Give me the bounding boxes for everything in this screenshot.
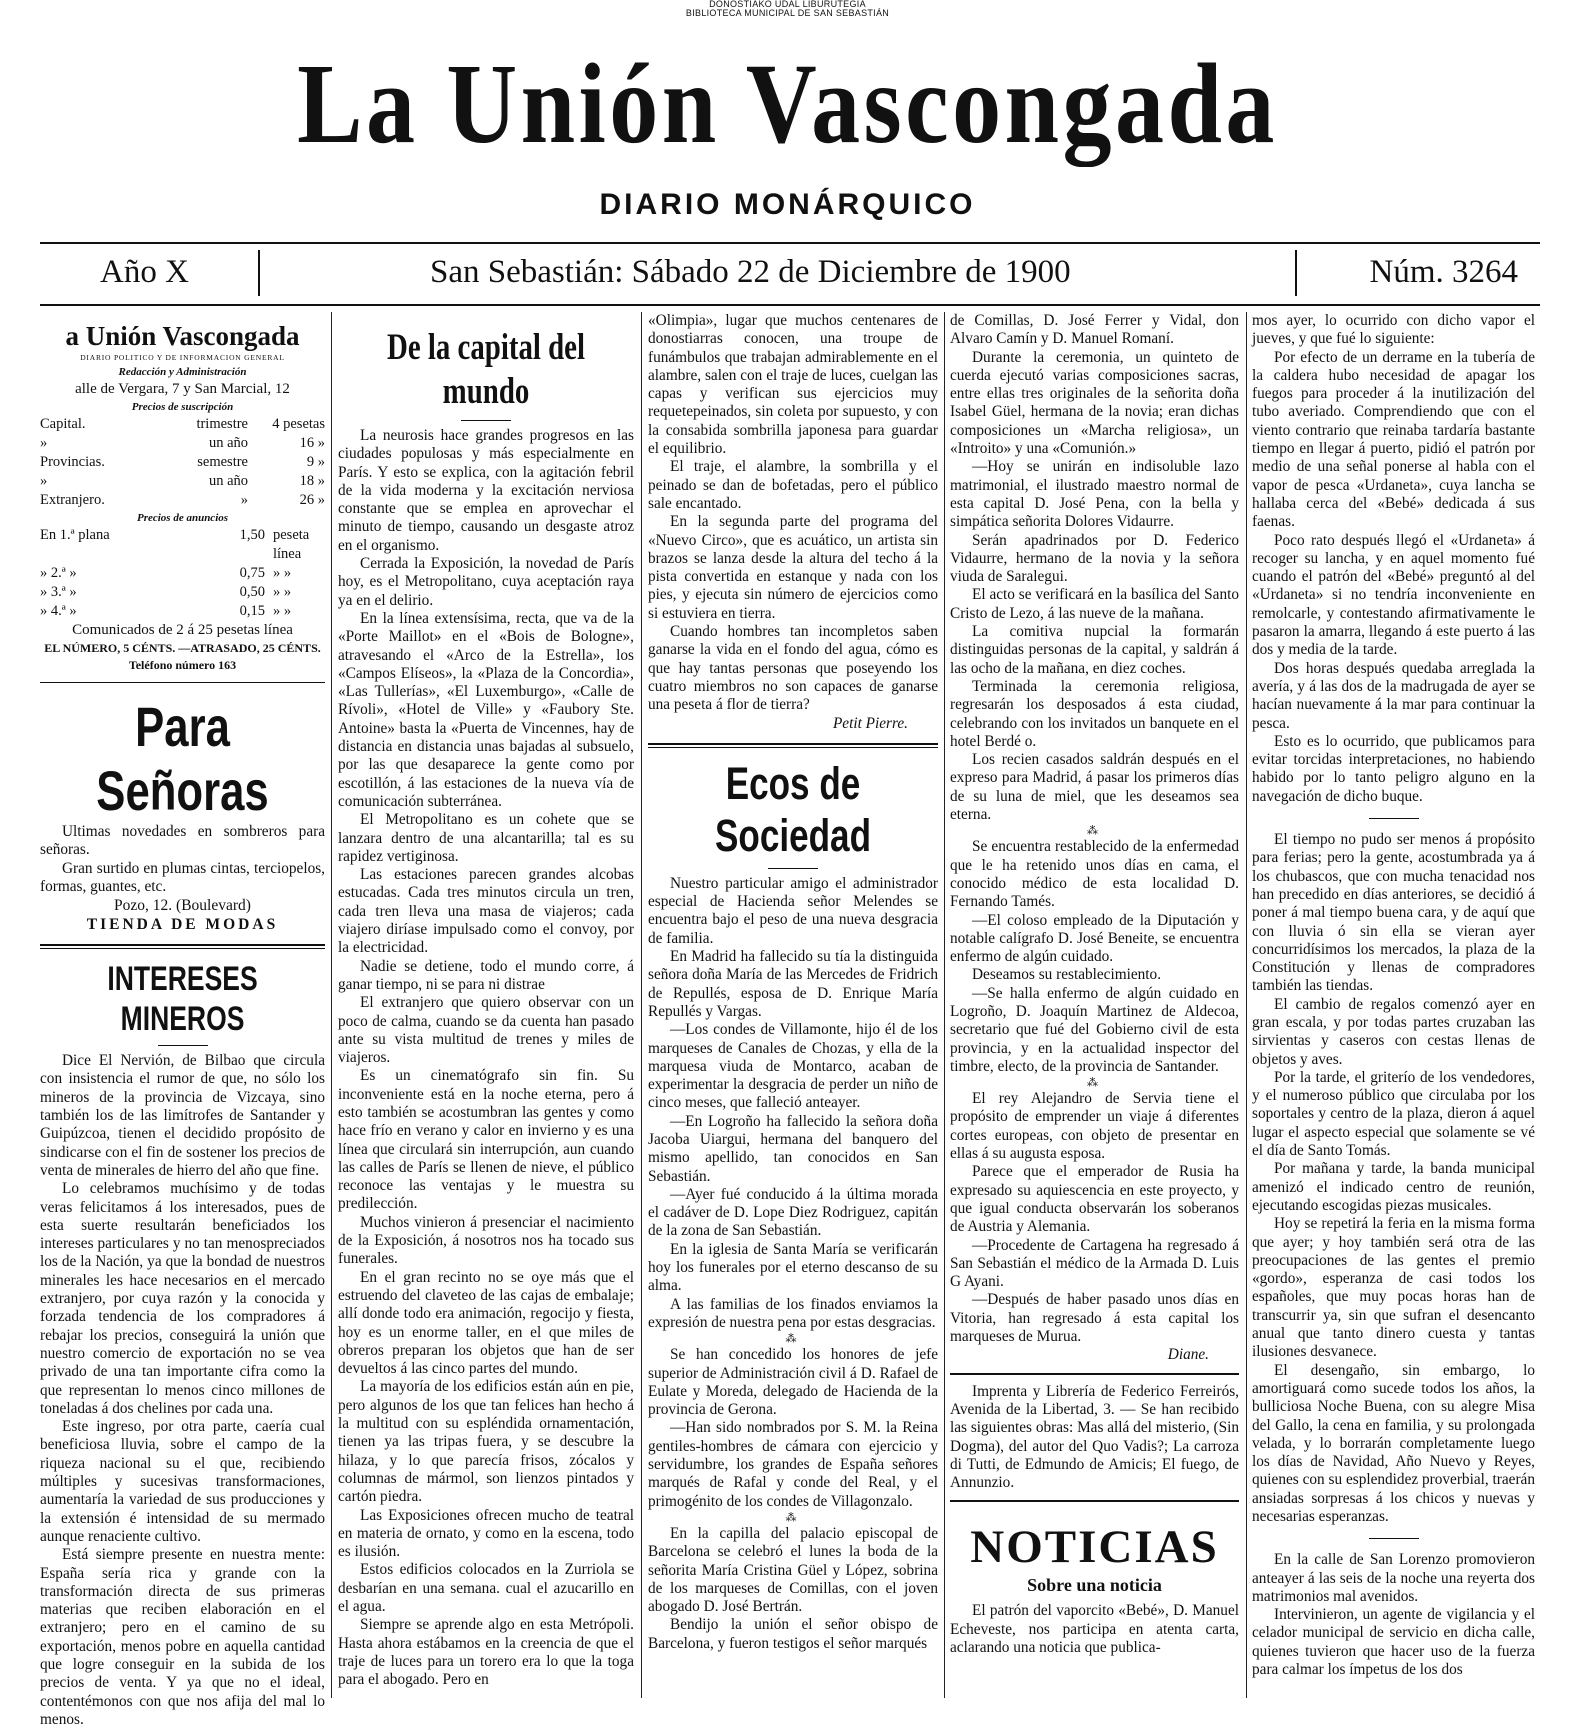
section-stars: ⁂	[1087, 825, 1102, 838]
issue-number: Núm. 3264	[1369, 254, 1518, 290]
column-rule	[944, 312, 945, 1698]
article-paragraph: Hoy se repetirá la feria en la misma forma que ayer; y hoy también será otra de las preocupaciones de las gentes el premio «gordo», esperanza de casi todos los españoles, que muy pocas horas han de transcurrir ya, sin que sufran el desencanto anual que tanto dinero cuesta y tantas ilusiones desvanece.	[1252, 1215, 1535, 1361]
price-row: » un año 18 »	[40, 473, 325, 489]
archive-stamp-line-2: BIBLIOTECA MUNICIPAL DE SAN SEBASTIÁN	[685, 8, 890, 18]
article-paragraph: —Los condes de Villamonte, hijo él de los marqueses de Canales de Chozas, y ella de la marquesa viuda de Montarco, acaban de experimentar la desgracia de perder un niño de cinco meses, que falleció anteayer.	[648, 1021, 938, 1112]
article-paragraph: Deseamos su restablecimiento.	[972, 966, 1162, 984]
article-paragraph: Por la tarde, el griterío de los vendedores, y el numeroso público que circulaba por los soportales y centro de la plaza, dieron á aquel lugar el aspecto especial que solamente se vé el día de Santo Tomás.	[1252, 1068, 1535, 1160]
article-paragraph: Terminada la ceremonia religiosa, regresarán los desposados á esta ciudad, celebrando con los invitados un banquete en el hotel Berdé o.	[950, 677, 1239, 750]
section-title: NOTICIAS	[970, 1521, 1219, 1574]
section-stars: ⁂	[785, 1333, 801, 1346]
redaccion-label: Redacción y Administración	[118, 366, 247, 378]
article-paragraph: El Metropolitano es un cohete que se lanzara dentro de una alcantarilla; tal es su rapidez vertiginosa.	[338, 811, 634, 865]
article-paragraph: Los recien casados saldrán después en el expreso para Madrid, á pasar los primeros días de su luna de miel, que les deseamos sea eterna.	[950, 751, 1239, 824]
article-paragraph: mos ayer, lo ocurrido con dicho vapor el jueves, y que fué lo siguiente:	[1252, 312, 1535, 348]
price-row: Provincias. semestre 9 »	[40, 454, 325, 470]
article-paragraph: El cambio de regalos comenzó ayer en gran escala, y por todas partes cruzaban las sirvientas y caseros con cestas llenas de objetos y aves.	[1252, 995, 1535, 1068]
ad-text: Ultimas novedades en sombreros para señoras.	[40, 823, 325, 859]
price-row: Extranjero. » 26 »	[40, 492, 325, 508]
masthead-subtitle: DIARIO MONÁRQUICO	[599, 188, 976, 221]
article-paragraph: En la iglesia de Santa María se verificarán hoy los funerales por el eterno descanso de su alma.	[648, 1240, 938, 1295]
article-paragraph: Cerrada la Exposición, la novedad de París hoy, es el Metropolitano, cuya aceptación raya ya en el delirio.	[338, 555, 634, 609]
date-bar	[40, 242, 1540, 306]
ad-text: Gran surtido en plumas cintas, terciopelos, formas, guantes, etc.	[40, 859, 325, 895]
article-paragraph: Poco rato después llegó el «Urdaneta» á recoger su lancha, y en aquel momento fué cuando el patrón del «Bebé» preguntó al del «Urdaneta» si no tendría inconveniente en remolcarle, y contestando afirmativamente le pasaron la amarra, llegando á este puerto á las dos y media de la tarde.	[1252, 531, 1535, 659]
article-paragraph: —Después de haber pasado unos días en Vitoria, han regresado á esta capital los marqueses de Murua.	[950, 1291, 1239, 1346]
article-paragraph: La mayoría de los edificios están aún en pie, pero algunos de los que tan felices han hecho á la multitud con su espléndida ornamentación, tienen ya las tripas fuera, y se descubre la hilaza, y lo que parecía frisos, zócalos y columnas de mármol, son lienzos pintados y cartón piedra.	[338, 1378, 634, 1506]
article-paragraph: Parece que el emperador de Rusia ha expresado su aquiescencia en este proyecto, y que igual conducta observarán los soberanos de Austria y Alemania.	[950, 1163, 1239, 1236]
article-paragraph: En Madrid ha fallecido su tía la distinguida señora doña María de las Mercedes de Fridrich de Repullés, esposa de D. Enrique María Repullés y Vargas.	[648, 948, 938, 1020]
ad-price-row: » 4.ª » 0,15 » »	[40, 603, 292, 619]
date-bar-divider	[1295, 250, 1297, 296]
ad-price-row: En 1.ª plana 1,50 peseta línea	[40, 527, 310, 562]
article-paragraph: El patrón del vaporcito «Bebé», D. Manuel Echeveste, nos participa en atenta carta, aclarando una noticia que publica-	[950, 1602, 1239, 1656]
article-paragraph: —Ayer fué conducido á la última morada el cadáver de D. Lope Diez Rodriguez, capitán de la zona de San Sebastián.	[648, 1185, 938, 1240]
subscription-prices	[40, 415, 325, 510]
divider	[768, 868, 818, 869]
telephone-line: Teléfono número 163	[128, 658, 237, 672]
article-paragraph: Por mañana y tarde, la banda municipal amenizó el indicado centro de reunión, ejecutando escogidas piezas musicales.	[1252, 1160, 1535, 1214]
section-stars: ⁂	[785, 1511, 801, 1524]
ad-price-row: » 2.ª » 0,75 » »	[40, 565, 292, 581]
section-subtitle: Sobre una noticia	[1027, 1575, 1162, 1596]
section-stars: ⁂	[1087, 1077, 1102, 1090]
ad-prices	[40, 526, 325, 621]
suscripcion-label: Precios de suscripción	[131, 401, 234, 413]
article-paragraph: Las estaciones parecen grandes alcobas estucadas. Cada tres minutos circula un tren, cada tren lleva una masa de viajeros; cada viajero diríase impulsado como el convoy, por la electricidad.	[338, 866, 634, 957]
notice-text: Imprenta y Librería de Federico Ferreirós, Avenida de la Libertad, 3. — Se han recibido las siguientes obras: Mas allá del misterio, (Sin Dogma), del autor del Quo Vadis?; La carroza di Tutti, de Edmundo de Amicis; El fuego, de Annunzio.	[950, 1382, 1239, 1492]
masthead-title: La Unión Vascongada	[297, 40, 1278, 167]
article-paragraph: —Han sido nombrados por S. M. la Reina gentiles-hombres de cámara con ejercicio y servidumbre, los grandes de España señores marqués de Rafal y conde del Real, y el primogénito de los condes de Villagonzalo.	[648, 1419, 938, 1510]
article-paragraph: —Se halla enfermo de algún cuidado en Logroño, D. Joaquín Martinez de Aldecoa, secretario que fué del Gobierno civil de esta provincia, y en la actualidad inspector del timbre, electo, de la provincia de Santander.	[950, 984, 1239, 1075]
divider	[1369, 1538, 1419, 1539]
archive-stamp	[0, 0, 1575, 18]
issue-date: San Sebastián: Sábado 22 de Diciembre de 1900	[430, 254, 1071, 290]
article-paragraph: Nuestro particular amigo el administrador especial de Hacienda señor Melendes se encuentra bajo el peso de una nueva desgracia de familia.	[648, 874, 938, 947]
ad-title: Para Señoras	[96, 695, 269, 822]
article-signature: Diane.	[1167, 1346, 1209, 1364]
article-paragraph: Las Exposiciones ofrecen mucho de teatral en materia de ornato, y como en la escena, todo es ilusión.	[338, 1506, 634, 1561]
anuncios-label: Precios de anuncios	[136, 512, 229, 524]
article-paragraph: de Comillas, D. José Ferrer y Vidal, don Alvaro Camín y D. Manuel Romaní.	[950, 312, 1239, 348]
article-paragraph: Es un cinematógrafo sin fin. Su inconveniente está en la noche eterna, pero á esto también se acostumbran las gentes y como hace frío en verano y calor en invierno y es una línea que circulará sin interrupción, aun cuando las calles de París se llenen de nieve, el público reconoce las ventajas y le muestra su predilección.	[338, 1067, 634, 1213]
column-1	[40, 312, 325, 1728]
column-4	[950, 312, 1239, 1704]
article-paragraph: El acto se verificará en la basílica del Santo Cristo de Lezo, á las nueve de la mañana.	[950, 586, 1239, 622]
article-paragraph: —Procedente de Cartagena ha regresado á San Sebastián el médico de la Armada D. Luis G Ayani.	[950, 1236, 1239, 1291]
column-5	[1252, 312, 1535, 1704]
column-2	[338, 312, 634, 1704]
article-paragraph: En el gran recinto no se oye más que el estruendo del claveteo de las cajas de embalaje; allí donde todo era animación, regocijo y fiesta, hoy es un enorme taller, en el que miles de obreros preparan los objetos que han de ser devueltos á las cinco partes del mundo.	[338, 1268, 634, 1378]
article-paragraph: El desengaño, sin embargo, lo amortiguará como sucede todos los años, la bulliciosa Noche Buena, con su alegre Misa del Gallo, la cena en familia, y su prolongada velada, y lo borrarán completamente luego los días de Navidad, Año Nuevo y Reyes, quienes con su esplendidez proverbial, traerán ansiadas sorpresas á los chicos y nuevas y necesarias esperanzas.	[1252, 1361, 1535, 1525]
article-paragraph: El tiempo no pudo ser menos á propósito para ferias; pero la gente, acostumbrada ya á los chubascos, que con mucha tenacidad nos han precedido en días anteriores, se decidió á poner á mal tiempo buena cara, y de aquí que con lluvia ó sin ella se vieran ayer concurridísimos los mercados, la plaza de la Constitución y llenas de compradores también las tiendas.	[1252, 831, 1535, 995]
divider	[1369, 818, 1419, 819]
article-paragraph: En la capilla del palacio episcopal de Barcelona se celebró el lunes la boda de la señorita María Cristina Güel y López, sobrina de los marqueses de Comillas, con el joven abogado D. José Bertrán.	[648, 1524, 938, 1616]
article-paragraph: Serán apadrinados por D. Federico Vidaurre, hermano de la novia y la señora viuda de Saralegui.	[950, 531, 1239, 586]
column-rule	[1246, 312, 1247, 1698]
article-paragraph: La comitiva nupcial la formarán distinguidas personas de la capital, y saldrán á las ocho de la mañana, en diez coches.	[950, 623, 1239, 677]
paper-name: a Unión Vascongada	[65, 321, 300, 351]
article-paragraph: Bendijo la unión el señor obispo de Barcelona, y fueron testigos el señor marqués	[648, 1616, 938, 1652]
article-paragraph: Nadie se detiene, todo el mundo corre, á ganar tiempo, ni se para ni distrae	[338, 957, 634, 993]
comunicados-line: Comunicados de 2 á 25 pesetas línea	[72, 622, 293, 638]
year-label: Año X	[100, 254, 189, 290]
ad-address: Pozo, 12. (Boulevard)	[114, 897, 251, 915]
price-row: Capital. trimestre 4 pesetas	[40, 416, 325, 432]
section-title: INTERESES MINEROS	[107, 960, 258, 1039]
bookstore-notice	[950, 1373, 1239, 1503]
article-paragraph: El rey Alejandro de Servia tiene el propósito de emprender un viaje á diferentes cortes europeas, con objeto de presentar en ellas á su augusta esposa.	[950, 1090, 1239, 1163]
article-paragraph: En la línea extensísima, recta, que va de la «Porte Maillot» en el «Bois de Bologne», atravesando el «Arco de la Estrella», los «Campos Elíseos», la «Plaza de la Concordia», «Las Tullerías», «El Luxemburgo», «Calle de Rívoli», «Hotel de Ville» y «Faubory Ste. Antoine» basta la «Puerta de Vincennes, hay de distancia en distancia unas bajadas al subsuelo, por las que desaparece la gente como por escotillón, á las estaciones de la nueva vía de comunicación subterránea.	[338, 609, 634, 810]
article-paragraph: La neurosis hace grandes progresos en las ciudades populosas y más especialmente en París. Y esto se explica, con la agitación febril de la vida moderna y la excitación nerviosa constante que se emplea en aprovechar el minuto de tiempo, causando un desgaste atroz en el organismo.	[338, 427, 634, 554]
column-rule	[331, 312, 332, 1698]
section-title: Ecos de Sociedad	[714, 757, 872, 861]
date-bar-divider	[258, 250, 260, 296]
article-paragraph: —Hoy se unirán en indisoluble lazo matrimonial, el ilustrado maestro normal de esta capital D. José Pena, con la bella y simpática señorita Dolores Vidaurre.	[950, 458, 1239, 531]
divider	[40, 944, 325, 949]
article-paragraph: Este ingreso, por otra parte, caería cual beneficiosa lluvia, sobre el campo de la riqueza nacional su el que, recibiendo múltiples y sucesivas transformaciones, aumentaría la variedad de sus producciones y la extensión é intensidad de su mermado aunque renaciente cultivo.	[40, 1418, 325, 1545]
article-paragraph: Dice El Nervión, de Bilbao que circula con insistencia el rumor de que, no sólo los mineros de la provincia de Vizcaya, sino también los de las limítrofes de Santander y Guipúzcoa, tienen el decidido propósito de sindicarse con el fin de sostener los precios de venta de minerales de hierro del año que fine.	[40, 1052, 325, 1179]
article-paragraph: Se han concedido los honores de jefe superior de Administración civil á D. Rafael de Eulate y Moreda, delegado de Hacienda de la provincia de Gerona.	[648, 1346, 938, 1419]
issue-price-line: EL NÚMERO, 5 CÉNTS. —ATRASADO, 25 CÉNTS.	[44, 641, 321, 655]
article-paragraph: Esto es lo ocurrido, que publicamos para evitar torcidas interpretaciones, no habiendo habido por lo tanto peligro alguno en la navegación de dicho buque.	[1252, 732, 1535, 805]
article-paragraph: Por efecto de un derrame en la tubería de la caldera hubo necesidad de apagar los fuegos para proceder á la inutilización del tubo averiado. Comprendiendo que con el viento contrario que reinaba tardaría bastante tiempo en llegar á puerto, pidió el patrón por medio de una señal ponerse al habla con el vapor de pesca «Urdaneta», cuya lancha se hallaba cerca del «Bebé» dedicada á sus faenas.	[1252, 348, 1535, 531]
ad-shop: TIENDA DE MODAS	[86, 916, 279, 934]
article-paragraph: Cuando hombres tan incompletos saben ganarse la vida en el fondo del agua, cómo es que hay tantas personas que poseyendo los cuatro miembros no son capaces de ganarse una peseta á flor de tierra?	[648, 623, 938, 714]
article-paragraph: A las familias de los finados enviamos la expresión de nuestra pena por estas desgracias.	[648, 1295, 938, 1331]
section-title: De la capital del mundo	[387, 327, 585, 412]
archive-stamp-line-1: DONOSTIAKO UDAL LIBURUTEGIA	[709, 0, 866, 9]
article-paragraph: En la segunda parte del programa del «Nuevo Circo», que es acuático, un artista sin brazos se lanza desde la altura del techo á la pista convertida en estanque y nada con los pies, y ejecuta sin número de ejercicios como si estuviera en tierra.	[648, 513, 938, 622]
article-paragraph: Muchos vinieron á presenciar el nacimiento de la Exposición, á nosotros nos ha tocado sus funerales.	[338, 1213, 634, 1268]
article-paragraph: El extranjero que quiero observar con un poco de calma, cuando se da cuenta han pasado ante su vista multitud de trenes y miles de viajeros.	[338, 994, 634, 1067]
article-signature: Petit Pierre.	[832, 714, 908, 732]
article-paragraph: En la calle de San Lorenzo promovieron anteayer á las seis de la noche una reyerta dos matrimonios mal avenidos.	[1252, 1551, 1535, 1605]
column-rule	[641, 312, 642, 1698]
article-paragraph: Está siempre presente en nuestra mente: España sería rica y grande con la transformación directa de sus primeras materias que reciben elaboración en el extranjero; pero en el camino de su exportación, menos pobre en aquella cantidad que logre conseguir en la subida de los precios de venta. Y ya que no el ideal, contentémonos con que nos afija del mal lo menos.	[40, 1546, 325, 1728]
article-paragraph: El traje, el alambre, la sombrilla y el peinado se dan de bofetadas, pero el público sale encantado.	[648, 458, 938, 512]
article-paragraph: Se encuentra restablecido de la enfermedad que le ha retenido unos días en cama, el conocido médico de esta localidad D. Fernando Tamés.	[950, 838, 1239, 911]
divider	[40, 682, 325, 683]
price-row: » un año 16 »	[40, 435, 325, 451]
divider	[648, 743, 938, 748]
article-paragraph: —En Logroño ha fallecido la señora doña Jacoba Uiargui, hermana del banquero del mismo apellido, tan conocidos en San Sebastián.	[648, 1112, 938, 1185]
column-3	[648, 312, 938, 1704]
article-paragraph: Intervinieron, un agente de vigilancia y el celador municipal de servicio en dicha calle, quienes tuvieron que hacer uso de la fuerza para calmar los ímpetus de los dos	[1252, 1606, 1535, 1679]
divider	[461, 420, 511, 421]
divider	[158, 1045, 208, 1046]
ad-price-row: » 3.ª » 0,50 » »	[40, 584, 292, 600]
article-paragraph: «Olimpia», lugar que muchos centenares de donostiarras conocen, una troupe de funámbulos que trabajan admirablemente en el alambre, salen con el traje de luces, cuelgan las capas y verifican sus ejercicios muy requetepeinados, sin coleta por supuesto, y con la consabida sombrilla japonesa para guardar el equilibrio.	[648, 312, 938, 458]
article-paragraph: Siempre se aprende algo en esta Metrópoli. Hasta ahora estábamos en la creencia de que el traje de luces para un torero era lo que la toga para el abogado. Pero en	[338, 1616, 634, 1689]
article-paragraph: Lo celebramos muchísimo y de todas veras felicitamos á los interesados, pues de esta suerte resultarán beneficiados los intereses particulares y no tan menospreciados los de la Nación, ya que la bondad de nuestros minerales les hace necesarios en el mercado extranjero, por cuya razón y la conocida y forzada tendencia de los compradores á rebajar los precios, conseguirá la unión que nuestro comercio de exportación no se vea privado de una tan importante cifra como la que representan lo menos cinco millones de toneladas á dos chelines por cada una.	[40, 1180, 325, 1417]
paper-tagline: DIARIO POLITICO Y DE INFORMACION GENERAL	[80, 353, 285, 362]
paper-address: alle de Vergara, 7 y San Marcial, 12	[75, 381, 290, 397]
article-paragraph: —El coloso empleado de la Diputación y notable calígrafo D. José Beneite, se encuentra enfermo de algún cuidado.	[950, 911, 1239, 966]
article-paragraph: Dos horas después quedaba arreglada la avería, y á las dos de la madrugada de ayer se hacían nuevamente á la mar para continuar la pesca.	[1252, 659, 1535, 732]
article-paragraph: Durante la ceremonia, un quinteto de cuerda ejecutó varias composiciones sacras, entre ellas tres originales de la señorita doña Isabel Güel, hermana de la novia; eran dichas composiciones un «Marcha religiosa», un «Introito» y una «Comunión.»	[950, 348, 1239, 458]
article-paragraph: Estos edificios colocados en la Zurriola se desbarían en una semana. cual el azucarillo en el agua.	[338, 1561, 634, 1615]
